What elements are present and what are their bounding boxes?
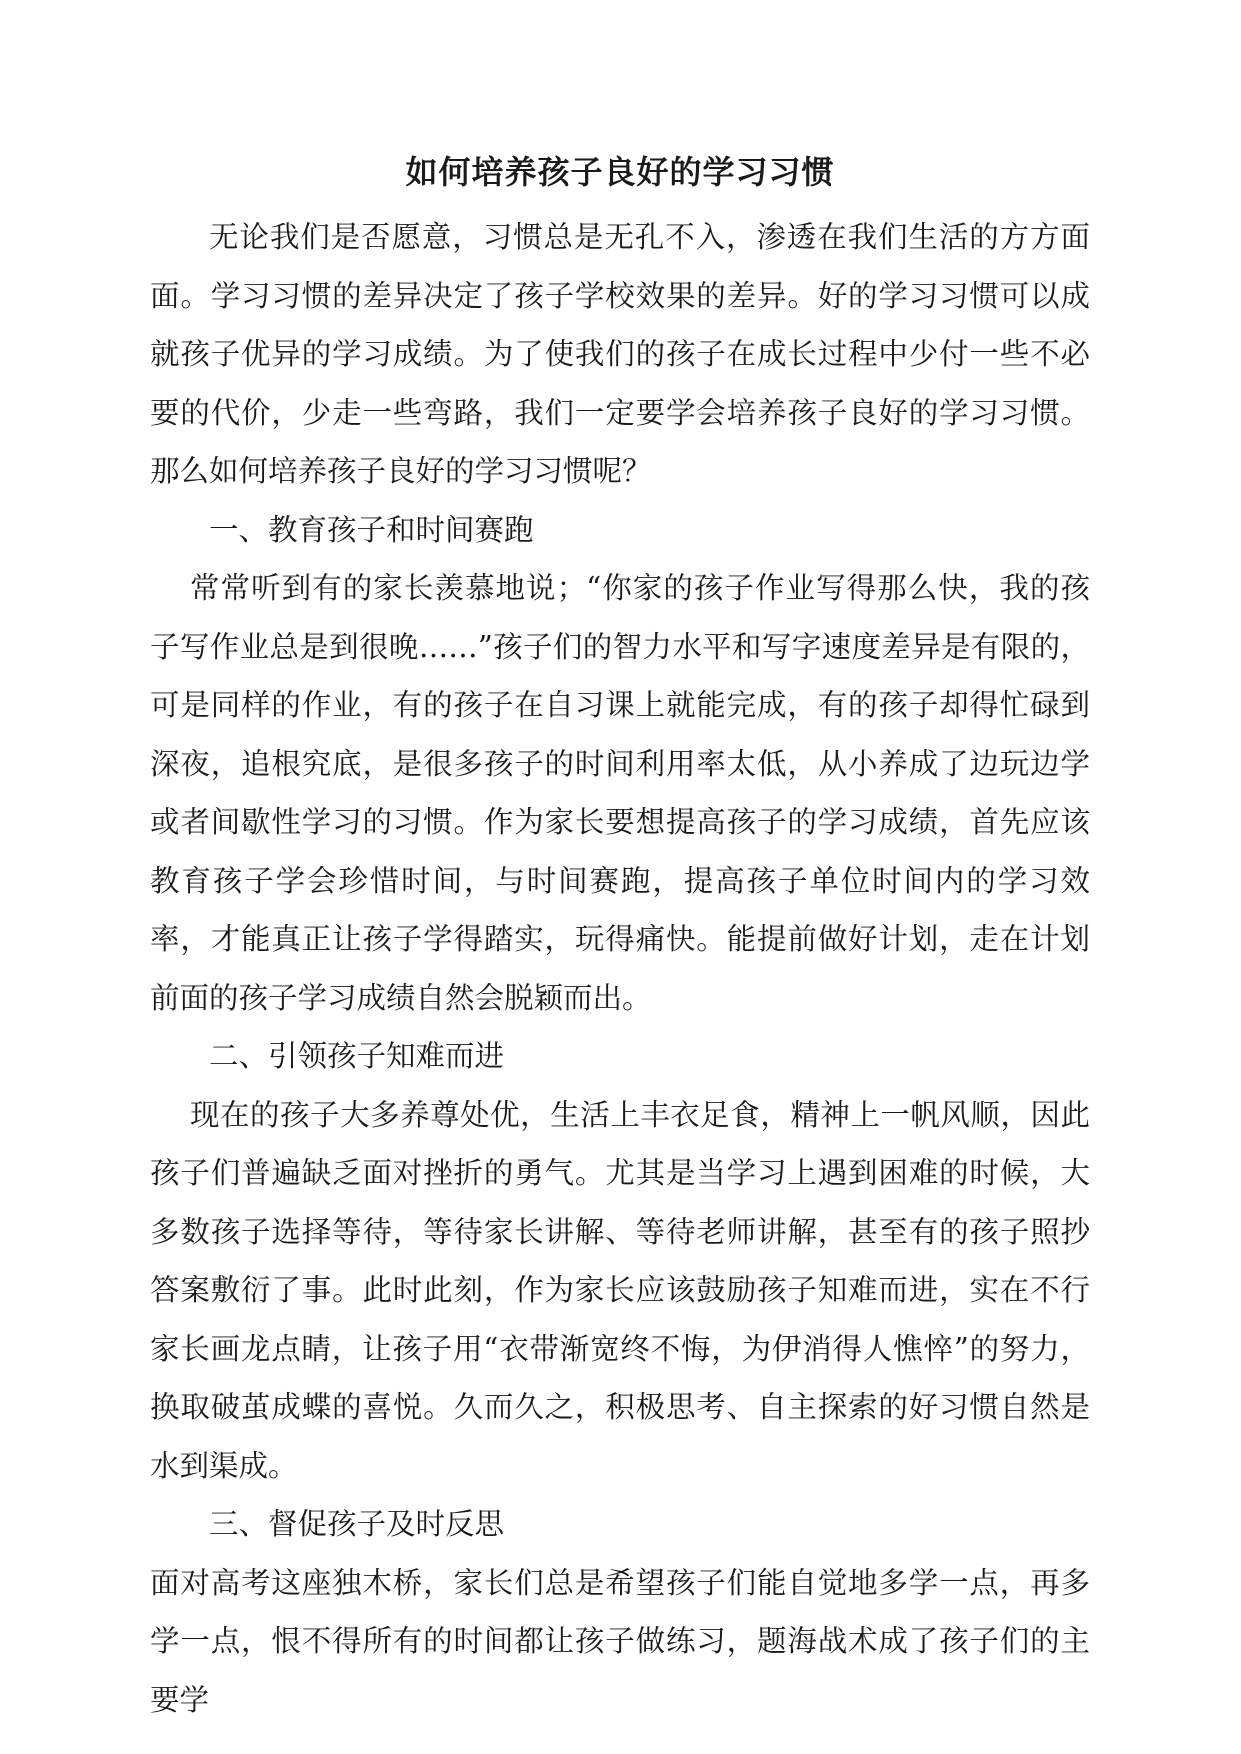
section-body-3: 面对高考这座独木桥，家长们总是希望孩子们能自觉地多学一点，再多学一点，恨不得所有的时间都让孩子做练习，题海战术成了孩子们的主要学 <box>150 1565 1090 1717</box>
intro-paragraph: 无论我们是否愿意，习惯总是无孔不入，渗透在我们生活的方方面面。学习习惯的差异决定了孩子学校效果的差异。好的学习习惯可以成就孩子优异的学习成绩。为了使我们的孩子在成长过程中少付一些不必要的代价，少走一些弯路，我们一定要学会培养孩子良好的学习习惯。那么如何培养孩子良好的学习习惯呢？ <box>150 220 1090 488</box>
section-body-2: 现在的孩子大多养尊处优，生活上丰衣足食，精神上一帆风顺，因此孩子们普遍缺乏面对挫折的勇气。尤其是当学习上遇到困难的时候，大多数孩子选择等待，等待家长讲解、等待老师讲解，甚至有的孩子照抄答案敷衍了事。此时此刻，作为家长应该鼓励孩子知难而进，实在不行家长画龙点睛，让孩子用“衣带渐宽终不悔，为伊消得人憔悴”的努力，换取破茧成蝶的喜悦。久而久之，积极思考、自主探索的好习惯自然是水到渠成。 <box>150 1097 1090 1483</box>
section-heading-2: 二、引领孩子知难而进 <box>209 1039 505 1073</box>
section-body-1: 常常听到有的家长羡慕地说；“你家的孩子作业写得那么快，我的孩子写作业总是到很晚……”孩子们的智力水平和写字速度差异是有限的，可是同样的作业，有的孩子在自习课上就能完成，有的孩子却得忙碌到深夜，追根究底，是很多孩子的时间利用率太低，从小养成了边玩边学或者间歇性学习的习惯。作为家长要想提高孩子的学习成绩，首先应该教育孩子学会珍惜时间，与时间赛跑，提高孩子单位时间内的学习效率，才能真正让孩子学得踏实，玩得痛快。能提前做好计划，走在计划前面的孩子学习成绩自然会脱颖而出。 <box>150 571 1090 1015</box>
section-heading-3: 三、督促孩子及时反思 <box>209 1507 505 1541</box>
document-title: 如何培养孩子良好的学习习惯 <box>405 153 835 191</box>
document-page <box>150 146 1090 1729</box>
section-heading-1: 一、教育孩子和时间赛跑 <box>209 512 534 547</box>
